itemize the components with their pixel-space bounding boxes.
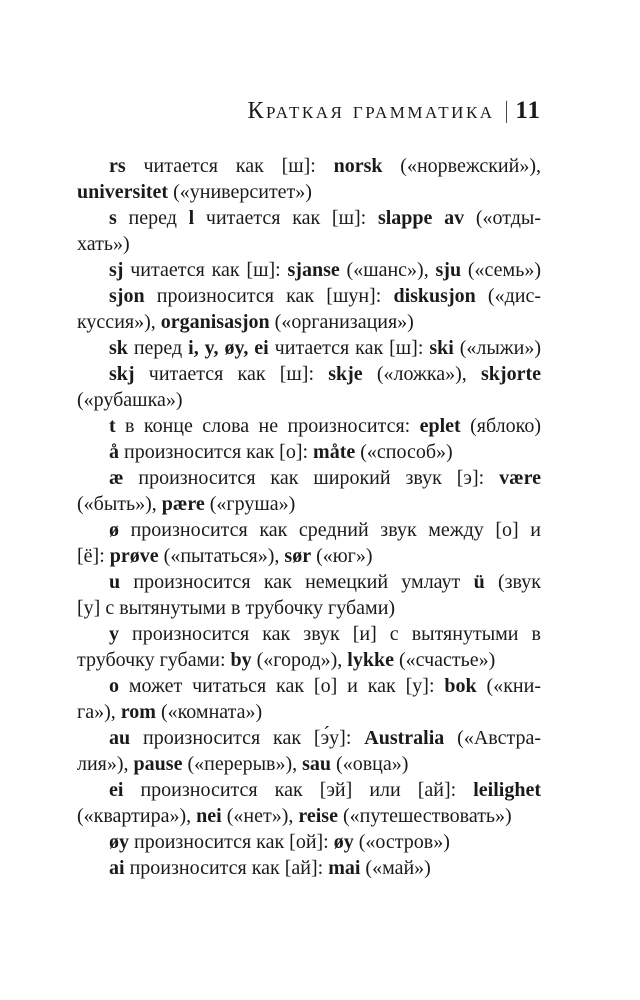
bold-term: måte — [313, 441, 356, 463]
text-line — [77, 491, 541, 517]
bold-term: eplet — [419, 415, 461, 437]
text-line — [77, 829, 541, 855]
bold-term: lykke — [347, 649, 394, 671]
bold-term: skje — [328, 363, 363, 385]
bold-term: sk — [109, 337, 128, 359]
text-line — [77, 803, 541, 829]
text-segment: га»), — [77, 701, 121, 723]
paragraph — [77, 205, 541, 257]
bold-term: y — [109, 623, 119, 645]
text-segment: («квартира»), — [77, 805, 197, 827]
bold-term: rom — [120, 701, 156, 723]
text-line — [77, 257, 541, 283]
bold-term: sau — [302, 753, 332, 775]
bold-term: skjorte — [481, 363, 541, 385]
text-segment: («кни- — [476, 675, 541, 697]
text-segment: («шанс»), — [339, 259, 436, 281]
text-segment: («город»), — [251, 649, 348, 671]
text-segment: («Австра- — [444, 727, 541, 749]
paragraph — [77, 465, 541, 517]
text-segment: произносится как [э́у]: — [130, 727, 365, 749]
bold-term: ai — [109, 857, 125, 879]
text-line — [77, 517, 541, 543]
text-segment: произносится как [эй] или [ай]: — [123, 779, 474, 801]
text-segment: («остров») — [353, 831, 450, 853]
bold-term: være — [499, 467, 541, 489]
text-segment: («университет») — [168, 181, 312, 203]
paragraph — [77, 621, 541, 673]
text-line — [77, 725, 541, 751]
paragraph — [77, 855, 541, 881]
paragraph — [77, 335, 541, 361]
text-segment: («лыжи») — [453, 337, 541, 359]
text-line — [77, 387, 541, 413]
text-line — [77, 309, 541, 335]
paragraph — [77, 257, 541, 283]
bold-term: slappe av — [377, 207, 465, 229]
text-line — [77, 283, 541, 309]
text-segment: читается как [ш]: — [123, 259, 288, 281]
text-segment: («способ») — [355, 441, 453, 463]
bold-term: Australia — [364, 727, 445, 749]
bold-term: nei — [196, 805, 222, 827]
paragraph — [77, 777, 541, 829]
bold-term: sj — [109, 259, 124, 281]
text-segment: («дис- — [475, 285, 541, 307]
text-block — [77, 153, 541, 881]
bold-term: sju — [435, 259, 462, 281]
text-segment: произносится как звук [и] с вытянутыми в — [119, 623, 541, 645]
text-segment: («юг») — [311, 545, 373, 567]
text-segment: читается как [ш]: — [268, 337, 430, 359]
text-segment: («май») — [360, 857, 431, 879]
bold-term: pause — [133, 753, 183, 775]
text-segment: читается как [ш]: — [125, 155, 334, 177]
bold-term: universitet — [77, 181, 169, 203]
text-line — [77, 543, 541, 569]
bold-term: bok — [444, 675, 477, 697]
text-segment: произносится как [ой]: — [129, 831, 334, 853]
running-title: Краткая грамматика — [247, 98, 495, 124]
paragraph — [77, 569, 541, 621]
text-segment: («комната») — [155, 701, 263, 723]
text-line — [77, 413, 541, 439]
text-line — [77, 751, 541, 777]
paragraph — [77, 361, 541, 413]
bold-term: i, y, øy, ei — [188, 337, 269, 359]
text-segment: куссия»), — [77, 311, 161, 333]
paragraph — [77, 829, 541, 855]
text-line — [77, 621, 541, 647]
text-segment: (яблоко) — [460, 415, 541, 437]
text-segment: («рубашка») — [77, 389, 183, 411]
text-segment: произносится как [шун]: — [144, 285, 394, 307]
bold-term: leilighet — [473, 779, 541, 801]
text-line — [77, 855, 541, 881]
header-divider: | — [504, 98, 508, 124]
paragraph — [77, 413, 541, 439]
text-segment: читается как [ш]: — [134, 363, 329, 385]
text-line — [77, 569, 541, 595]
text-segment: читается как [ш]: — [194, 207, 378, 229]
page-header — [77, 98, 541, 127]
bold-term: o — [109, 675, 119, 697]
paragraph — [77, 673, 541, 725]
text-segment: произносится как средний звук между [о] и — [119, 519, 541, 541]
bold-term: øy — [109, 831, 129, 853]
text-segment: («пытаться»), — [158, 545, 285, 567]
text-segment: («нет»), — [221, 805, 299, 827]
text-segment: («ложка»), — [362, 363, 482, 385]
bold-term: ski — [429, 337, 454, 359]
paragraph — [77, 283, 541, 335]
text-segment: («семь») — [461, 259, 541, 281]
text-segment: произносится как широкий звук [э]: — [123, 467, 500, 489]
text-segment: произносится как немецкий умлаут — [120, 571, 474, 593]
text-segment: («овца») — [331, 753, 409, 775]
bold-term: organisasjon — [160, 311, 270, 333]
text-line — [77, 335, 541, 361]
bold-term: ø — [109, 519, 119, 541]
bold-term: t — [109, 415, 116, 437]
text-segment: («отды- — [464, 207, 541, 229]
text-line — [77, 777, 541, 803]
text-segment: произносится как [ай]: — [124, 857, 329, 879]
bold-term: skj — [109, 363, 135, 385]
text-segment: перед — [116, 207, 189, 229]
paragraph — [77, 439, 541, 465]
text-segment: («перерыв»), — [182, 753, 303, 775]
text-line — [77, 231, 541, 257]
text-segment: [ё]: — [77, 545, 110, 567]
text-segment: («груша») — [204, 493, 296, 515]
text-segment: («быть»), — [77, 493, 162, 515]
bold-term: sjon — [109, 285, 145, 307]
text-line — [77, 647, 541, 673]
text-segment: [у] с вытянутыми в трубочку губами) — [77, 597, 396, 619]
bold-term: sjanse — [287, 259, 340, 281]
text-segment: лия»), — [77, 753, 134, 775]
text-segment: трубочку губами: — [77, 649, 231, 671]
bold-term: rs — [109, 155, 126, 177]
bold-term: æ — [109, 467, 124, 489]
bold-term: mai — [328, 857, 361, 879]
paragraph — [77, 153, 541, 205]
bold-term: l — [188, 207, 195, 229]
text-segment: («норвежский»), — [382, 155, 541, 177]
bold-term: reise — [298, 805, 338, 827]
text-segment: в конце слова не произносится: — [115, 415, 420, 437]
text-segment: («организация») — [269, 311, 414, 333]
bold-term: prøve — [109, 545, 159, 567]
text-line — [77, 595, 541, 621]
text-line — [77, 153, 541, 179]
text-segment: («счастье») — [393, 649, 496, 671]
bold-term: s — [109, 207, 117, 229]
text-segment: перед — [127, 337, 189, 359]
bold-term: diskusjon — [393, 285, 476, 307]
text-line — [77, 439, 541, 465]
text-line — [77, 205, 541, 231]
bold-term: sør — [284, 545, 312, 567]
paragraph — [77, 725, 541, 777]
text-segment: (звук — [484, 571, 541, 593]
text-line — [77, 179, 541, 205]
paragraph — [77, 517, 541, 569]
page-number: 11 — [515, 97, 541, 124]
text-segment: хать») — [77, 233, 130, 255]
bold-term: norsk — [333, 155, 383, 177]
bold-term: pære — [161, 493, 205, 515]
bold-term: ü — [473, 571, 485, 593]
bold-term: au — [109, 727, 131, 749]
text-line — [77, 699, 541, 725]
bold-term: å — [109, 441, 119, 463]
text-segment: произносится как [о]: — [119, 441, 314, 463]
bold-term: u — [109, 571, 121, 593]
bold-term: ei — [109, 779, 124, 801]
bold-term: by — [230, 649, 252, 671]
bold-term: øy — [333, 831, 354, 853]
text-line — [77, 465, 541, 491]
text-segment: может читаться как [о] и как [у]: — [119, 675, 445, 697]
text-segment: («путешествовать») — [337, 805, 512, 827]
text-line — [77, 673, 541, 699]
text-line — [77, 361, 541, 387]
